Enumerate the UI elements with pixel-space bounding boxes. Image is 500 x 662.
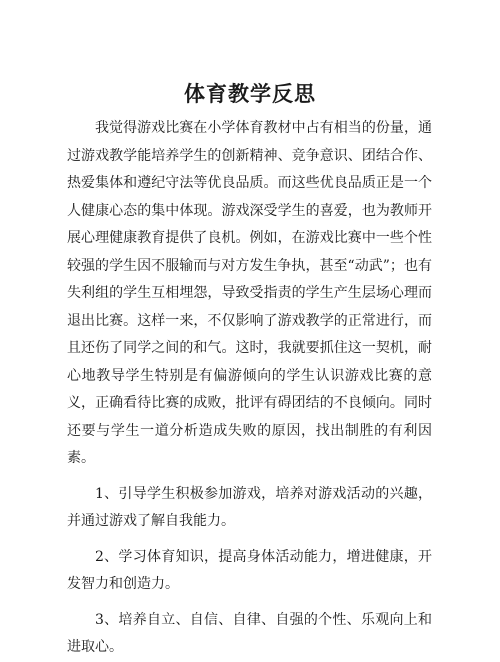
list-item-3: 3、培养自立、自信、自律、自强的个性、乐观向上和进取心。 (67, 611, 432, 655)
body-paragraph-intro: 我觉得游戏比赛在小学体育教材中占有相当的份量，通过游戏教学能培养学生的创新精神、竞争意识、团结合作、热爱集体和遵纪守法等优良品质。而这些优良品质正是一个人健康心态的集中体现。游戏深受学生的喜爱，也为教师开展心理健康教育提供了良机。例如，在游戏比赛中一些个性较强的学生因不服输而与对方发生争执，甚至“动武”；也有失利组的学生互相埋怨，导致受指责的学生产生层场心理而退出比赛。这样一来，不仅影响了游戏教学的正常进行，而且还伤了同学之间的和气。这时，我就要抓住这一契机，耐心地教导学生特别是有偏游倾向的学生认识游戏比赛的意义，正确看待比赛的成败，批评有碍团结的不良倾向。同时还要与学生一道分析造成失败的原因，找出制胜的有利因素。 (67, 120, 432, 466)
list-item-1: 1、引导学生积极参加游戏，培养对游戏活动的兴趣，并通过游戏了解自我能力。 (67, 485, 432, 529)
list-item-2: 2、学习体育知识，提高身体活动能力，增进健康，开发智力和创造力。 (67, 548, 432, 592)
document-title: 体育教学反思 (184, 81, 316, 106)
document-body (67, 115, 432, 662)
